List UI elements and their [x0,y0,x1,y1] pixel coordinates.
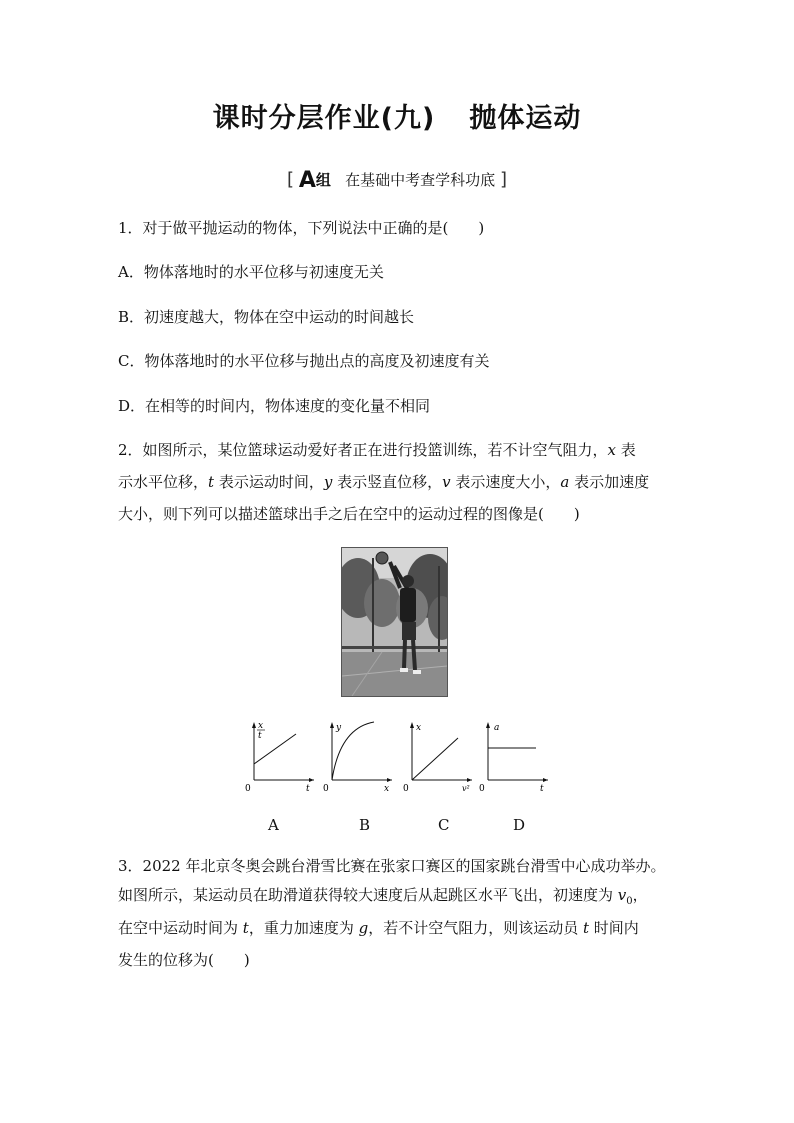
group-heading [0,168,794,193]
q1-option-c: C．物体落地时的水平位移与抛出点的高度及初速度有关 [118,352,490,370]
q3-text: ， [632,886,648,904]
graph-d-ylabel: a [494,723,500,733]
q3-var-t: t [582,919,590,937]
q2-line-1 [118,440,636,460]
graph-c-origin: 0 [403,784,409,794]
group-text: 在基础中考查学科功底 [345,171,496,189]
graph-a-xlabel: t [306,784,310,794]
graph-c-xlabel: v² [462,784,470,793]
q2-text: 表示运动时间， [214,473,324,491]
graph-b-origin: 0 [323,784,329,794]
q3-text: ，若不计空气阻力，则该运动员 [368,919,583,937]
q2-text: 表示加速度 [569,473,650,491]
graph-d-label: D [513,816,526,834]
graph-d-origin: 0 [479,784,485,794]
q2-line-3: 大小，则下列可以描述篮球出手之后在空中的运动过程的图像是( ) [118,505,580,523]
svg-text:t: t [258,731,262,741]
graph-b-xlabel: x [384,784,390,794]
q3-var-t: t [242,919,249,937]
q2-text: 2．如图所示，某位篮球运动爱好者正在进行投篮训练，若不计空气阻力， [118,441,608,459]
q3-line-3 [118,918,639,938]
title-sub: 抛体运动 [469,103,582,134]
graph-c [402,718,477,798]
graph-a [244,718,319,798]
q1-option-d: D．在相等的时间内，物体速度的变化量不相同 [118,397,431,415]
group-letter: A [298,168,316,193]
graph-c-label: C [438,816,450,834]
q2-text: 表 [616,441,636,459]
graph-b-label: B [359,816,371,834]
q3-text: 时间内 [589,919,639,937]
q3-text: ，重力加速度为 [248,919,359,937]
graph-c-ylabel: x [416,723,422,733]
q3-text: 在空中运动时间为 [118,919,243,937]
q3-line-1: 3．2022 年北京冬奥会跳台滑雪比赛在张家口赛区的国家跳台滑雪中心成功举办。 [118,857,666,875]
basketball-photo [341,547,448,697]
q2-text: 示水平位移， [118,473,209,491]
q2-var-x: x [607,441,617,459]
q2-var-v: v [442,473,451,491]
graph-c-curve [412,738,458,780]
q3-line-2 [118,885,648,912]
q1-option-a: A．物体落地时的水平位移与初速度无关 [118,263,384,281]
q2-var-y: y [323,473,333,491]
graph-a-label: A [268,816,279,834]
q3-line-4: 发生的位移为( ) [118,951,250,969]
graph-d [478,718,553,798]
q3-text: 如图所示，某运动员在助滑道获得较大速度后从起跳区水平飞出，初速度为 [118,886,618,904]
q1-option-b: B．初速度越大，物体在空中运动的时间越长 [118,308,415,326]
q3-var-v: v [617,886,627,904]
graph-d-xlabel: t [540,784,544,794]
page-title [0,96,794,135]
q2-line-2 [118,472,649,492]
title-main: 课时分层作业(九) [212,103,436,134]
q2-text: 表示速度大小， [450,473,561,491]
q2-var-a: a [560,473,570,491]
graph-a-ylabel: x [258,721,264,731]
graph-a-origin: 0 [245,784,251,794]
q3-sub-0: 0 [626,896,633,907]
q2-var-t: t [208,473,215,491]
q3-var-g: g [358,919,369,937]
group-bracket-close: ] [499,169,507,190]
q2-text: 表示竖直位移， [332,473,443,491]
group-bracket-open: [ [287,169,295,190]
basketball-photo-illustration [342,548,447,696]
graph-b [322,718,397,798]
group-zu: 组 [315,171,331,189]
graph-b-ylabel: y [336,723,342,733]
q1-stem: 1．对于做平抛运动的物体，下列说法中正确的是( ) [118,219,485,237]
